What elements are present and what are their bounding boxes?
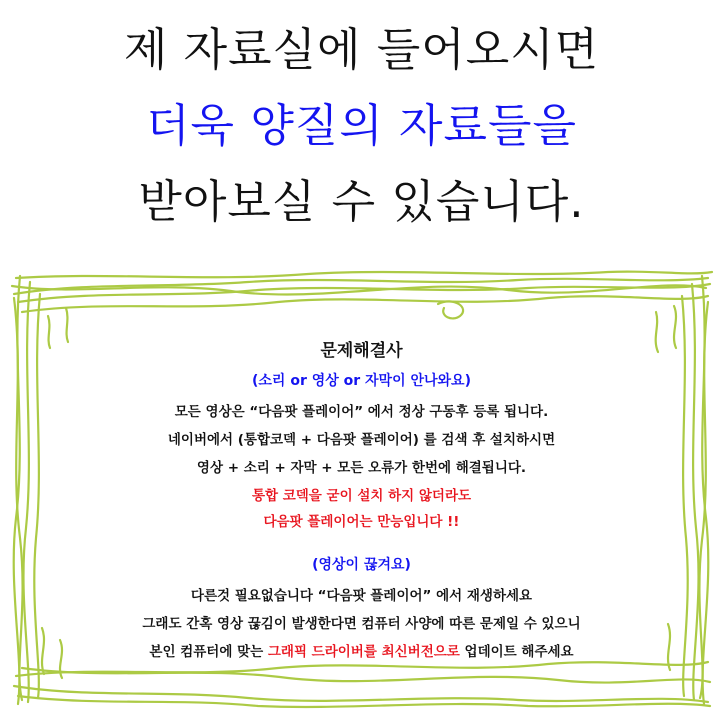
section2-line-3-prefix: 본인 컴퓨터에 맞는	[149, 644, 268, 660]
section1-line-1: 모든 영상은 “다음팟 플레이어” 에서 정상 구동후 등록 됩니다.	[174, 404, 549, 420]
notice-title: 문제해결사	[320, 341, 403, 361]
headline-block	[0, 12, 723, 240]
section1-warn-line-1: 통합 코덱을 굳이 설치 하지 않더라도	[251, 488, 472, 504]
notice-content	[8, 268, 715, 710]
section2-line-3-highlight: 그래픽 드라이버를 최신버전으로	[267, 644, 460, 660]
section2-line-1: 다른것 필요없습니다 “다음팟 플레이어” 에서 재생하세요	[190, 588, 533, 604]
section1-warn-line-2: 다음팟 플레이어는 만능입니다 !!	[263, 514, 460, 530]
section1-line-3: 영상 + 소리 + 자막 + 모든 오류가 한번에 해결됩니다.	[196, 460, 527, 476]
section2-line-3-suffix: 업데이트 해주세요	[459, 644, 574, 660]
section2-line-3	[8, 640, 715, 660]
headline-line-2: 더욱 양질의 자료들을	[146, 99, 577, 152]
section1-line-2: 네이버에서 (통합코덱 + 다음팟 플레이어) 를 검색 후 설치하시면	[167, 432, 556, 448]
section1-subtitle: (소리 or 영상 or 자막이 안나와요)	[252, 373, 471, 389]
headline-line-3: 받아보실 수 있습니다.	[138, 175, 585, 228]
scribble-frame	[8, 268, 715, 710]
section2-line-2: 그래도 간혹 영상 끊김이 발생한다면 컴퓨터 사양에 따른 문제일 수 있으니	[142, 616, 581, 632]
section2-subtitle: (영상이 끊겨요)	[312, 557, 411, 573]
headline-line-1: 제 자료실에 들어오시면	[123, 23, 600, 76]
